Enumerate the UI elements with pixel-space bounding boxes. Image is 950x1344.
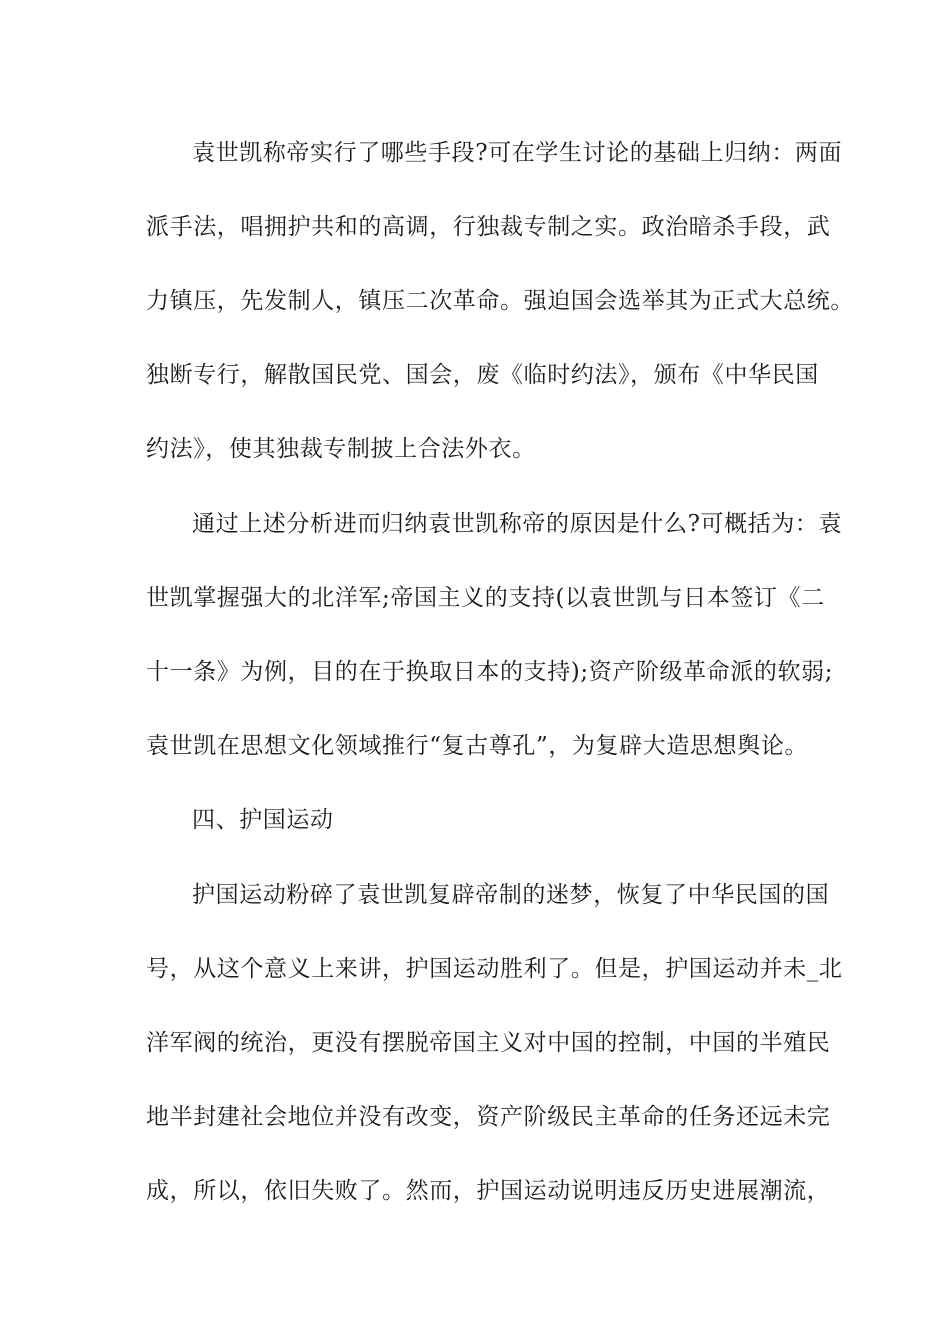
paragraph-1-line-3: 力镇压，先发制人，镇压二次革命。强迫国会选举其为正式大总统。 (146, 288, 854, 314)
paragraph-2-line-4: 袁世凯在思想文化领域推行“复古尊孔”，为复辟大造思想舆论。 (146, 733, 808, 759)
paragraph-2-line-3: 十一条》为例，目的在于换取日本的支持);资产阶级革命派的软弱; (146, 659, 834, 685)
paragraph-2-line-1: 通过上述分析进而归纳袁世凯称帝的原因是什么?可概括为：袁 (192, 511, 843, 537)
paragraph-2-line-2: 世凯掌握强大的北洋军;帝国主义的支持(以袁世凯与日本签订《二 (146, 585, 825, 611)
paragraph-1-line-2: 派手法，唱拥护共和的高调，行独裁专制之实。政治暗杀手段，武 (146, 214, 831, 240)
paragraph-3-line-3: 洋军阀的统治，更没有摆脱帝国主义对中国的控制，中国的半殖民 (146, 1030, 831, 1056)
paragraph-1-line-5: 约法》，使其独裁专制披上合法外衣。 (146, 436, 536, 462)
paragraph-3-line-2: 号，从这个意义上来讲，护国运动胜利了。但是，护国运动并未_北 (146, 956, 843, 982)
paragraph-3-line-5: 成，所以，依旧失败了。然而，护国运动说明违反历史进展潮流， (146, 1178, 831, 1204)
paragraph-1-line-1: 袁世凯称帝实行了哪些手段?可在学生讨论的基础上归纳：两面 (192, 140, 843, 166)
paragraph-3-line-1: 护国运动粉碎了袁世凯复辟帝制的迷梦，恢复了中华民国的国 (192, 882, 830, 908)
paragraph-1-line-4: 独断专行，解散国民党、国会，废《临时约法》，颁布《中华民国 (146, 362, 819, 388)
paragraph-3-line-4: 地半封建社会地位并没有改变，资产阶级民主革命的任务还远未完 (146, 1104, 831, 1130)
section-heading: 四、护国运动 (192, 807, 334, 833)
